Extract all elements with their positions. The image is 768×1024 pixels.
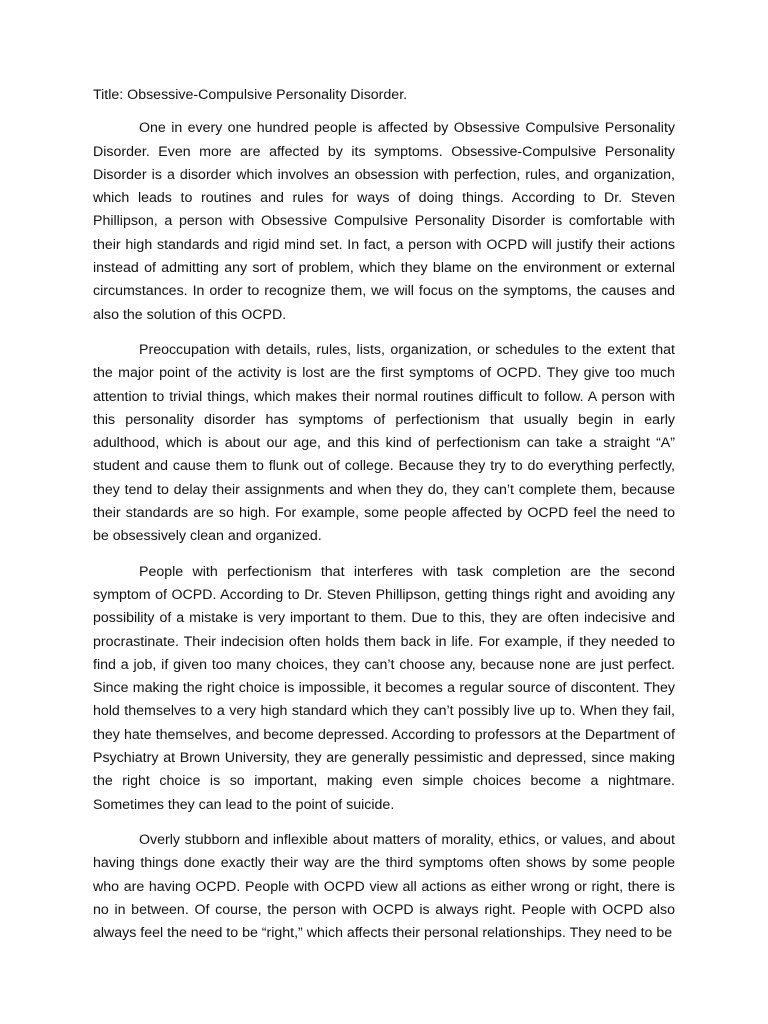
document-title: Title: Obsessive-Compulsive Personality Disorder.	[93, 87, 408, 103]
paragraph-intro: One in every one hundred people is affected by Obsessive Compulsive Personality Disorder. Even more are affected by its symptoms. Obsessive-Compulsive Personality Disorder is a disorder which involves an obsession with perfection, rules, and organization, which leads to routines and rules for ways of doing things. According to Dr. Steven Phillipson, a person with Obsessive Compulsive Personality Disorder is comfortable with their high standards and rigid mind set. In fact, a person with OCPD will justify their actions instead of admitting any sort of problem, which they blame on the environment or external circumstances. In order to recognize them, we will focus on the symptoms, the causes and also the solution of this OCPD.	[93, 120, 675, 323]
document-body	[93, 84, 675, 957]
paragraph-third-symptom: Overly stubborn and inflexible about matters of morality, ethics, or values, and about having things done exactly their way are the third symptoms often shows by some people who are having OCPD. People with OCPD view all actions as either wrong or right, there is no in between. Of course, the person with OCPD is always right. People with OCPD also always feel the need to be “right,” which affects their personal relationships. They need to be	[93, 831, 675, 942]
paragraph-first-symptom: Preoccupation with details, rules, lists, organization, or schedules to the extent that the major point of the activity is lost are the first symptoms of OCPD. They give too much attention to trivial things, which makes their normal routines difficult to follow. A person with this personality disorder has symptoms of perfectionism that usually begin in early adulthood, which is about our age, and this kind of perfectionism can take a straight “A” student and cause them to flunk out of college. Because they try to do everything perfectly, they tend to delay their assignments and when they do, they can’t complete them, because their standards are so high. For example, some people affected by OCPD feel the need to be obsessively clean and organized.	[93, 341, 675, 545]
paragraph-second-symptom: People with perfectionism that interferes with task completion are the second symptom of OCPD. According to Dr. Steven Phillipson, getting things right and avoiding any possibility of a mistake is very important to them. Due to this, they are often indecisive and procrastinate. Their indecision often holds them back in life. For example, if they needed to find a job, if given too many choices, they can’t choose any, because none are just perfect. Since making the right choice is impossible, it becomes a regular source of discontent. They hold themselves to a very high standard which they can’t possibly live up to. When they fail, they hate themselves, and become depressed. According to professors at the Department of Psychiatry at Brown University, they are generally pessimistic and depressed, since making the right choice is so important, making even simple choices become a nightmare. Sometimes they can lead to the point of suicide.	[93, 563, 675, 813]
